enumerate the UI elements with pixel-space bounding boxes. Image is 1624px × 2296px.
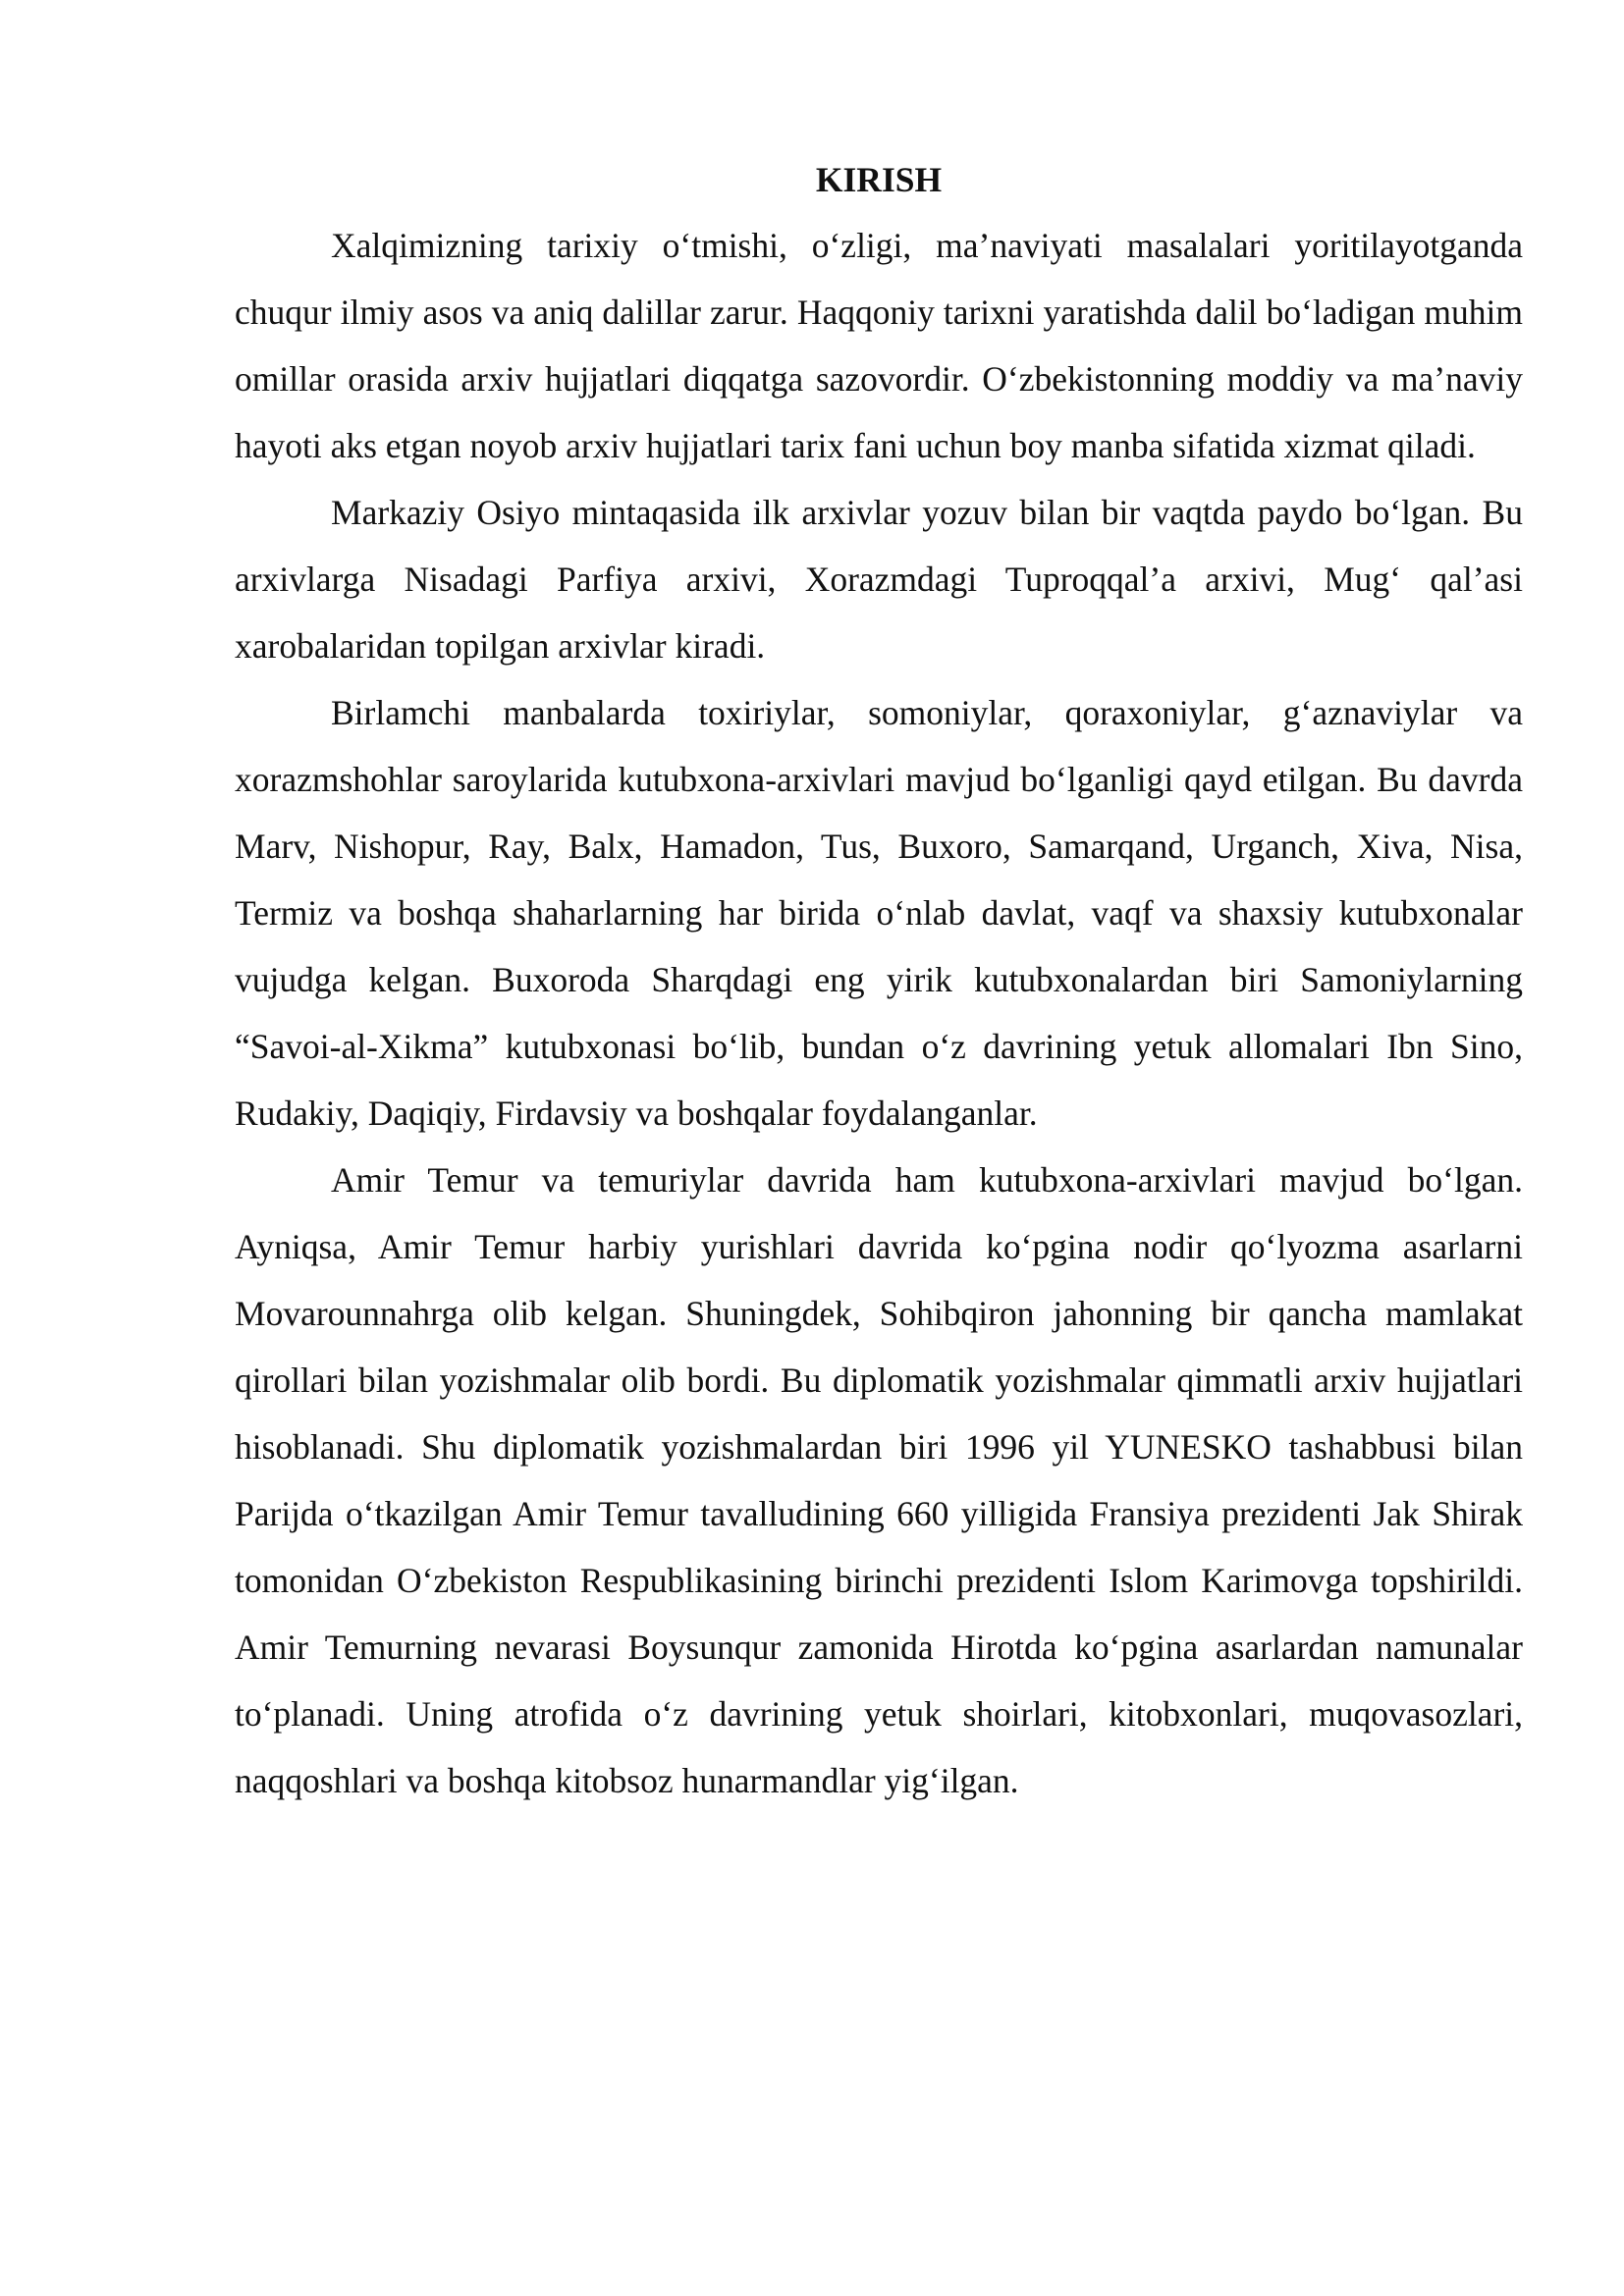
paragraph-intro: Xalqimizning tarixiy o‘tmishi, o‘zligi, ma’naviyati masalalari yoritilayotganda chuqur ilmiy asos va aniq dalillar zarur. Haqqoniy tarixni yaratishda dalil bo‘ladigan muhim omillar orasida arxiv hujjatlari diqqatga sazovordir. O‘zbekistonning moddiy va ma’naviy hayoti aks etgan noyob arxiv hujjatlari tarix fani uchun boy manba sifatida xizmat qiladi.	[235, 226, 1523, 465]
paragraph-amir-temur: Amir Temur va temuriylar davrida ham kutubxona-arxivlari mavjud bo‘lgan. Ayniqsa, Amir Temur harbiy yurishlari davrida ko‘pgina nodir qo‘lyozma asarlarni Movarounnahrga olib kelgan. Shuningdek, Sohibqiron jahonning bir qancha mamlakat qirollari bilan yozishmalar olib bordi. Bu diplomatik yozishmalar qimmatli arxiv hujjatlari hisoblanadi. Shu diplomatik yozishmalardan biri 1996 yil YUNESKO tashabbusi bilan Parijda o‘tkazilgan Amir Temur tavalludining 660 yilligida Fransiya prezidenti Jak Shirak tomonidan O‘zbekiston Respublikasining birinchi prezidenti Islom Karimovga topshirildi. Amir Temurning nevarasi Boysunqur zamonida Hirotda ko‘pgina asarlardan namunalar to‘planadi. Uning atrofida o‘z davrining yetuk shoirlari, kitobxonlari, muqovasozlari, naqqoshlari va boshqa kitobsoz hunarmandlar yig‘ilgan.	[235, 1160, 1523, 1800]
paragraph-library-archives: Birlamchi manbalarda toxiriylar, somoniylar, qoraxoniylar, g‘aznaviylar va xorazmshohlar saroylarida kutubxona-arxivlari mavjud bo‘lganligi qayd etilgan. Bu davrda Marv, Nishopur, Ray, Balx, Hamadon, Tus, Buxoro, Samarqand, Urganch, Xiva, Nisa, Termiz va boshqa shaharlarning har birida o‘nlab davlat, vaqf va shaxsiy kutubxonalar vujudga kelgan. Buxoroda Sharqdagi eng yirik kutubxonalardan biri Samoniylarning “Savoi-al-Xikma” kutubxonasi bo‘lib, bundan o‘z davrining yetuk allomalari Ibn Sino, Rudakiy, Daqiqiy, Firdavsiy va boshqalar foydalanganlar.	[235, 693, 1523, 1133]
document-page	[235, 147, 1523, 1814]
section-title: KIRISH	[815, 160, 943, 199]
paragraph-central-asia-archives: Markaziy Osiyo mintaqasida ilk arxivlar yozuv bilan bir vaqtda paydo bo‘lgan. Bu arxivlarga Nisadagi Parfiya arxivi, Xorazmdagi Tuproqqal’a arxivi, Mug‘ qal’asi xarobalaridan topilgan arxivlar kiradi.	[235, 493, 1523, 666]
